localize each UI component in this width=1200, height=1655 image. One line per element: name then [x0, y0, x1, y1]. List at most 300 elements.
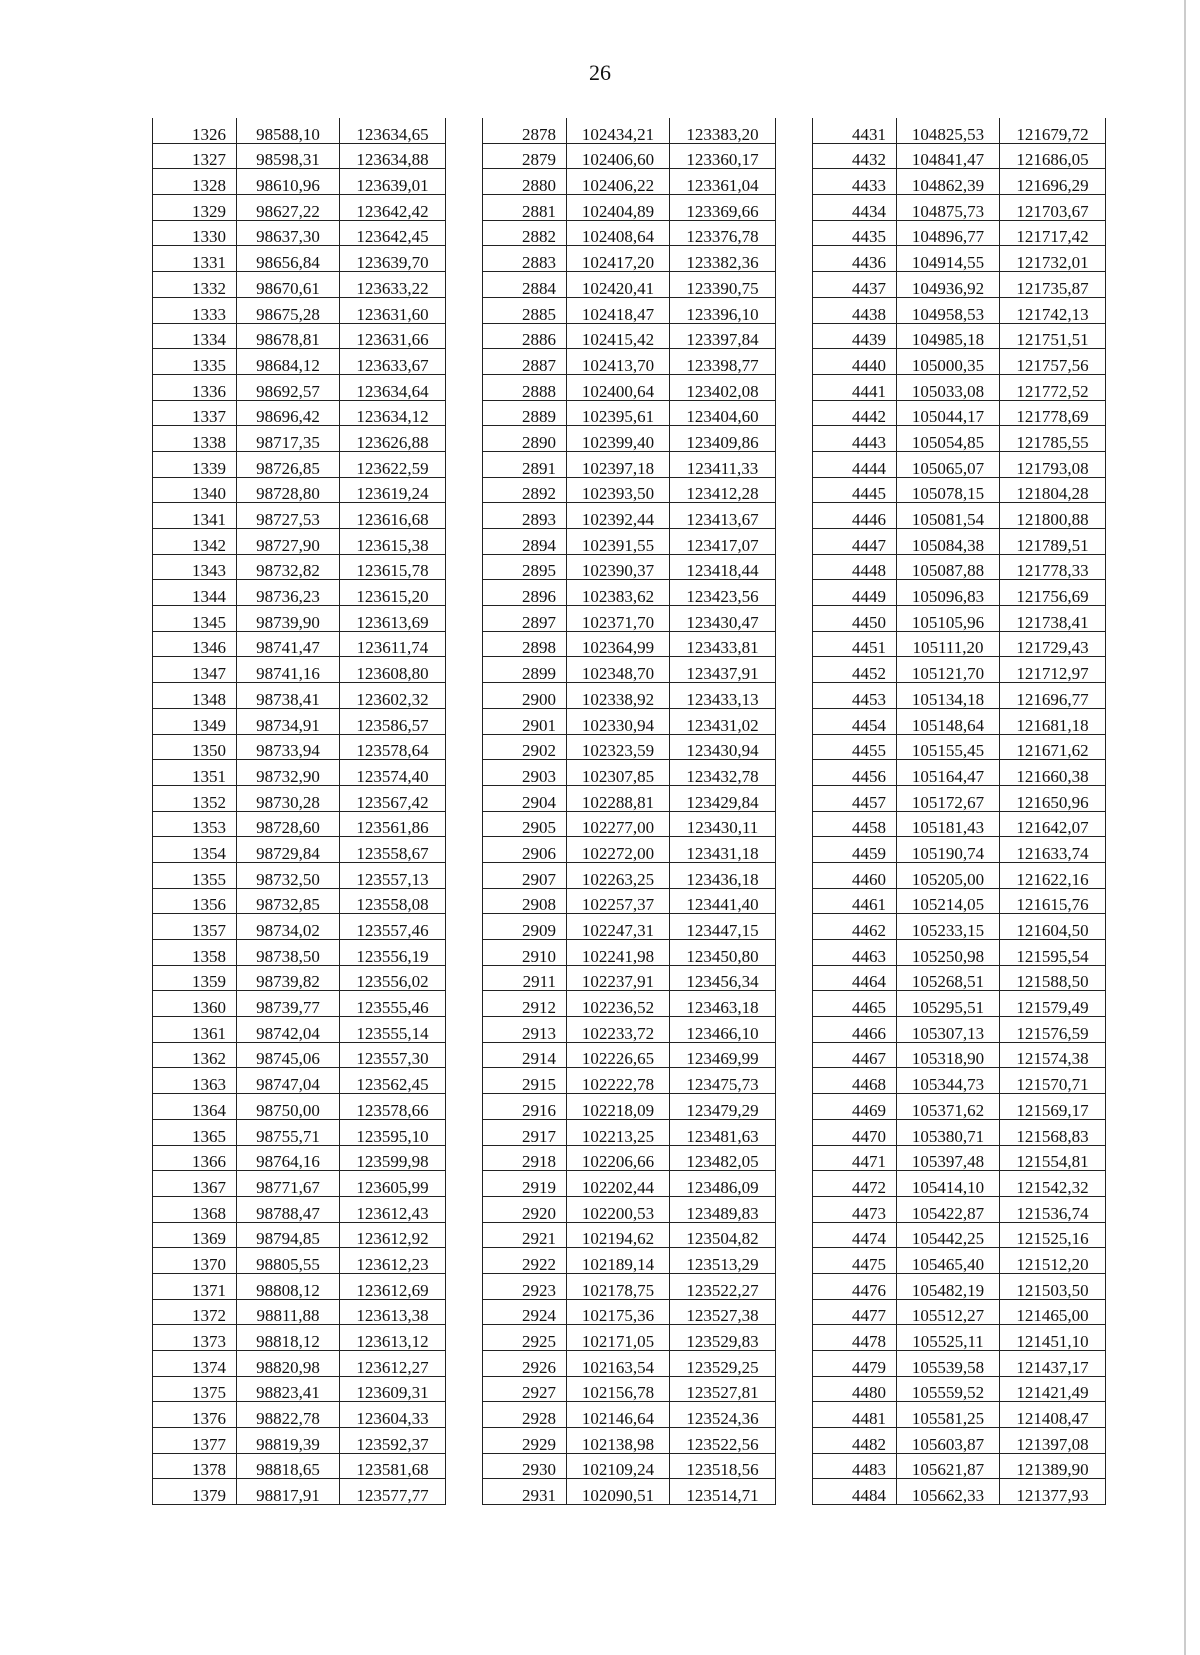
table-row	[483, 683, 776, 709]
point-number-cell: 4448	[813, 554, 897, 580]
point-number-cell: 1349	[153, 708, 237, 734]
table-row	[813, 1428, 1106, 1454]
y-coordinate-cell: 123522,56	[670, 1428, 776, 1454]
table-row	[153, 246, 446, 272]
x-coordinate-cell: 102090,51	[567, 1479, 670, 1505]
y-coordinate-cell: 123634,88	[340, 143, 446, 169]
y-coordinate-cell: 123602,32	[340, 683, 446, 709]
x-coordinate-cell: 105525,11	[897, 1325, 1000, 1351]
x-coordinate-cell: 102406,60	[567, 143, 670, 169]
point-number-cell: 1369	[153, 1222, 237, 1248]
x-coordinate-cell: 98675,28	[237, 297, 340, 323]
point-number-cell: 4478	[813, 1325, 897, 1351]
table-row	[483, 760, 776, 786]
y-coordinate-cell: 123557,30	[340, 1042, 446, 1068]
x-coordinate-cell: 105344,73	[897, 1068, 1000, 1094]
x-coordinate-cell: 98717,35	[237, 426, 340, 452]
y-coordinate-cell: 123482,05	[670, 1145, 776, 1171]
y-coordinate-cell: 121568,83	[1000, 1119, 1106, 1145]
table-row	[813, 1119, 1106, 1145]
y-coordinate-cell: 121579,49	[1000, 991, 1106, 1017]
y-coordinate-cell: 121615,76	[1000, 888, 1106, 914]
x-coordinate-cell: 105512,27	[897, 1299, 1000, 1325]
table-row	[153, 1273, 446, 1299]
table-row	[813, 1222, 1106, 1248]
x-coordinate-cell: 98750,00	[237, 1094, 340, 1120]
table-row	[153, 1453, 446, 1479]
y-coordinate-cell: 123578,64	[340, 734, 446, 760]
point-number-cell: 4463	[813, 940, 897, 966]
x-coordinate-cell: 105539,58	[897, 1351, 1000, 1377]
point-number-cell: 2904	[483, 785, 567, 811]
table-row	[813, 1325, 1106, 1351]
y-coordinate-cell: 121437,17	[1000, 1351, 1106, 1377]
x-coordinate-cell: 98610,96	[237, 169, 340, 195]
x-coordinate-cell: 98734,91	[237, 708, 340, 734]
x-coordinate-cell: 102397,18	[567, 451, 670, 477]
table-row	[483, 888, 776, 914]
x-coordinate-cell: 98738,50	[237, 940, 340, 966]
table-row	[483, 220, 776, 246]
x-coordinate-cell: 104862,39	[897, 169, 1000, 195]
y-coordinate-cell: 123558,67	[340, 837, 446, 863]
point-number-cell: 1357	[153, 914, 237, 940]
y-coordinate-cell: 121778,33	[1000, 554, 1106, 580]
point-number-cell: 2913	[483, 1017, 567, 1043]
table-row	[483, 837, 776, 863]
y-coordinate-cell: 123433,81	[670, 631, 776, 657]
point-number-cell: 1370	[153, 1248, 237, 1274]
x-coordinate-cell: 105033,08	[897, 374, 1000, 400]
table-row	[153, 888, 446, 914]
point-number-cell: 1346	[153, 631, 237, 657]
point-number-cell: 2926	[483, 1351, 567, 1377]
point-number-cell: 2880	[483, 169, 567, 195]
table-row	[813, 606, 1106, 632]
y-coordinate-cell: 123489,83	[670, 1196, 776, 1222]
point-number-cell: 4466	[813, 1017, 897, 1043]
point-number-cell: 1376	[153, 1402, 237, 1428]
x-coordinate-cell: 102415,42	[567, 323, 670, 349]
y-coordinate-cell: 123398,77	[670, 349, 776, 375]
table-row	[153, 940, 446, 966]
y-coordinate-cell: 121738,41	[1000, 606, 1106, 632]
point-number-cell: 1341	[153, 503, 237, 529]
table-row	[483, 1119, 776, 1145]
point-number-cell: 2907	[483, 862, 567, 888]
y-coordinate-cell: 121451,10	[1000, 1325, 1106, 1351]
table-row	[153, 1145, 446, 1171]
point-number-cell: 4444	[813, 451, 897, 477]
x-coordinate-cell: 102194,62	[567, 1222, 670, 1248]
point-number-cell: 1353	[153, 811, 237, 837]
table-row	[483, 400, 776, 426]
table-row	[813, 246, 1106, 272]
table-row	[813, 503, 1106, 529]
table-row	[153, 811, 446, 837]
table-row	[813, 195, 1106, 221]
y-coordinate-cell: 121800,88	[1000, 503, 1106, 529]
x-coordinate-cell: 102323,59	[567, 734, 670, 760]
point-number-cell: 4465	[813, 991, 897, 1017]
y-coordinate-cell: 123608,80	[340, 657, 446, 683]
y-coordinate-cell: 123527,38	[670, 1299, 776, 1325]
point-number-cell: 4455	[813, 734, 897, 760]
y-coordinate-cell: 123612,92	[340, 1222, 446, 1248]
table-row	[483, 169, 776, 195]
table-row	[483, 323, 776, 349]
x-coordinate-cell: 102222,78	[567, 1068, 670, 1094]
point-number-cell: 1348	[153, 683, 237, 709]
x-coordinate-cell: 98729,84	[237, 837, 340, 863]
table-row	[813, 888, 1106, 914]
table-row	[483, 1094, 776, 1120]
y-coordinate-cell: 123561,86	[340, 811, 446, 837]
table-row	[483, 451, 776, 477]
y-coordinate-cell: 123404,60	[670, 400, 776, 426]
point-number-cell: 1343	[153, 554, 237, 580]
y-coordinate-cell: 121679,72	[1000, 118, 1106, 143]
point-number-cell: 4454	[813, 708, 897, 734]
point-number-cell: 4435	[813, 220, 897, 246]
table-row	[153, 297, 446, 323]
y-coordinate-cell: 121642,07	[1000, 811, 1106, 837]
y-coordinate-cell: 123567,42	[340, 785, 446, 811]
x-coordinate-cell: 98745,06	[237, 1042, 340, 1068]
x-coordinate-cell: 105380,71	[897, 1119, 1000, 1145]
table-row	[813, 760, 1106, 786]
x-coordinate-cell: 102418,47	[567, 297, 670, 323]
x-coordinate-cell: 98696,42	[237, 400, 340, 426]
point-number-cell: 2908	[483, 888, 567, 914]
y-coordinate-cell: 121712,97	[1000, 657, 1106, 683]
x-coordinate-cell: 102146,64	[567, 1402, 670, 1428]
table-row	[483, 708, 776, 734]
x-coordinate-cell: 98637,30	[237, 220, 340, 246]
point-number-cell: 2890	[483, 426, 567, 452]
point-number-cell: 1338	[153, 426, 237, 452]
point-number-cell: 2881	[483, 195, 567, 221]
y-coordinate-cell: 123609,31	[340, 1376, 446, 1402]
point-number-cell: 1367	[153, 1171, 237, 1197]
x-coordinate-cell: 98794,85	[237, 1222, 340, 1248]
x-coordinate-cell: 102202,44	[567, 1171, 670, 1197]
point-number-cell: 2930	[483, 1453, 567, 1479]
table-row	[813, 683, 1106, 709]
point-number-cell: 1337	[153, 400, 237, 426]
point-number-cell: 1328	[153, 169, 237, 195]
y-coordinate-cell: 123611,74	[340, 631, 446, 657]
y-coordinate-cell: 123436,18	[670, 862, 776, 888]
table-row	[813, 708, 1106, 734]
x-coordinate-cell: 102178,75	[567, 1273, 670, 1299]
y-coordinate-cell: 121789,51	[1000, 529, 1106, 555]
table-row	[813, 862, 1106, 888]
table-row	[813, 118, 1106, 143]
y-coordinate-cell: 123423,56	[670, 580, 776, 606]
x-coordinate-cell: 98733,94	[237, 734, 340, 760]
point-number-cell: 2910	[483, 940, 567, 966]
point-number-cell: 1332	[153, 272, 237, 298]
point-number-cell: 1374	[153, 1351, 237, 1377]
table-row	[153, 1402, 446, 1428]
y-coordinate-cell: 123633,22	[340, 272, 446, 298]
table-row	[813, 1402, 1106, 1428]
point-number-cell: 4437	[813, 272, 897, 298]
y-coordinate-cell: 123418,44	[670, 554, 776, 580]
x-coordinate-cell: 104841,47	[897, 143, 1000, 169]
point-number-cell: 4431	[813, 118, 897, 143]
table-row	[813, 349, 1106, 375]
point-number-cell: 2902	[483, 734, 567, 760]
x-coordinate-cell: 102338,92	[567, 683, 670, 709]
point-number-cell: 1355	[153, 862, 237, 888]
table-row	[483, 143, 776, 169]
point-number-cell: 4467	[813, 1042, 897, 1068]
table-row	[483, 477, 776, 503]
table-row	[153, 169, 446, 195]
point-number-cell: 2895	[483, 554, 567, 580]
x-coordinate-cell: 98817,91	[237, 1479, 340, 1505]
table-row	[153, 451, 446, 477]
x-coordinate-cell: 102400,64	[567, 374, 670, 400]
table-row	[483, 1453, 776, 1479]
y-coordinate-cell: 121421,49	[1000, 1376, 1106, 1402]
x-coordinate-cell: 105105,96	[897, 606, 1000, 632]
table-row	[813, 272, 1106, 298]
point-number-cell: 4484	[813, 1479, 897, 1505]
x-coordinate-cell: 98736,23	[237, 580, 340, 606]
table-row	[483, 1171, 776, 1197]
point-number-cell: 4462	[813, 914, 897, 940]
x-coordinate-cell: 104914,55	[897, 246, 1000, 272]
point-number-cell: 4464	[813, 965, 897, 991]
point-number-cell: 2924	[483, 1299, 567, 1325]
y-coordinate-cell: 123529,83	[670, 1325, 776, 1351]
y-coordinate-cell: 123615,78	[340, 554, 446, 580]
x-coordinate-cell: 98728,60	[237, 811, 340, 837]
coordinate-table-2	[482, 118, 776, 1505]
table-row	[483, 195, 776, 221]
table-row	[153, 503, 446, 529]
table-row	[153, 785, 446, 811]
point-number-cell: 2903	[483, 760, 567, 786]
y-coordinate-cell: 123513,29	[670, 1248, 776, 1274]
y-coordinate-cell: 123599,98	[340, 1145, 446, 1171]
x-coordinate-cell: 105482,19	[897, 1273, 1000, 1299]
point-number-cell: 2914	[483, 1042, 567, 1068]
table-row	[153, 1325, 446, 1351]
x-coordinate-cell: 105371,62	[897, 1094, 1000, 1120]
x-coordinate-cell: 105155,45	[897, 734, 1000, 760]
x-coordinate-cell: 98741,16	[237, 657, 340, 683]
point-number-cell: 4451	[813, 631, 897, 657]
y-coordinate-cell: 121686,05	[1000, 143, 1106, 169]
table-row	[483, 1222, 776, 1248]
y-coordinate-cell: 123581,68	[340, 1453, 446, 1479]
x-coordinate-cell: 98598,31	[237, 143, 340, 169]
y-coordinate-cell: 121588,50	[1000, 965, 1106, 991]
point-number-cell: 2920	[483, 1196, 567, 1222]
y-coordinate-cell: 121633,74	[1000, 837, 1106, 863]
point-number-cell: 4461	[813, 888, 897, 914]
y-coordinate-cell: 121778,69	[1000, 400, 1106, 426]
table-row	[483, 1248, 776, 1274]
x-coordinate-cell: 102434,21	[567, 118, 670, 143]
y-coordinate-cell: 123633,67	[340, 349, 446, 375]
point-number-cell: 2896	[483, 580, 567, 606]
point-number-cell: 2899	[483, 657, 567, 683]
y-coordinate-cell: 121793,08	[1000, 451, 1106, 477]
point-number-cell: 2878	[483, 118, 567, 143]
x-coordinate-cell: 105233,15	[897, 914, 1000, 940]
x-coordinate-cell: 102272,00	[567, 837, 670, 863]
y-coordinate-cell: 123433,13	[670, 683, 776, 709]
y-coordinate-cell: 121703,67	[1000, 195, 1106, 221]
table-row	[813, 785, 1106, 811]
y-coordinate-cell: 123578,66	[340, 1094, 446, 1120]
x-coordinate-cell: 98822,78	[237, 1402, 340, 1428]
y-coordinate-cell: 121570,71	[1000, 1068, 1106, 1094]
coordinate-table-3	[812, 118, 1106, 1505]
y-coordinate-cell: 121729,43	[1000, 631, 1106, 657]
table-row	[483, 914, 776, 940]
table-row	[813, 220, 1106, 246]
y-coordinate-cell: 123437,91	[670, 657, 776, 683]
table-row	[483, 272, 776, 298]
y-coordinate-cell: 123527,81	[670, 1376, 776, 1402]
x-coordinate-cell: 105172,67	[897, 785, 1000, 811]
x-coordinate-cell: 102206,66	[567, 1145, 670, 1171]
x-coordinate-cell: 98747,04	[237, 1068, 340, 1094]
point-number-cell: 4469	[813, 1094, 897, 1120]
point-number-cell: 4440	[813, 349, 897, 375]
table-row	[813, 657, 1106, 683]
y-coordinate-cell: 121408,47	[1000, 1402, 1106, 1428]
x-coordinate-cell: 105422,87	[897, 1196, 1000, 1222]
point-number-cell: 2898	[483, 631, 567, 657]
table-row	[483, 606, 776, 632]
x-coordinate-cell: 105084,38	[897, 529, 1000, 555]
point-number-cell: 4436	[813, 246, 897, 272]
table-row	[813, 1196, 1106, 1222]
y-coordinate-cell: 123430,47	[670, 606, 776, 632]
table-row	[153, 1171, 446, 1197]
x-coordinate-cell: 105662,33	[897, 1479, 1000, 1505]
point-number-cell: 4468	[813, 1068, 897, 1094]
table-row	[483, 1479, 776, 1505]
y-coordinate-cell: 121536,74	[1000, 1196, 1106, 1222]
y-coordinate-cell: 121554,81	[1000, 1145, 1106, 1171]
point-number-cell: 2906	[483, 837, 567, 863]
y-coordinate-cell: 121465,00	[1000, 1299, 1106, 1325]
table-row	[813, 477, 1106, 503]
y-coordinate-cell: 123429,84	[670, 785, 776, 811]
table-row	[153, 734, 446, 760]
y-coordinate-cell: 121622,16	[1000, 862, 1106, 888]
point-number-cell: 2931	[483, 1479, 567, 1505]
y-coordinate-cell: 123557,13	[340, 862, 446, 888]
y-coordinate-cell: 121650,96	[1000, 785, 1106, 811]
table-row	[483, 554, 776, 580]
point-number-cell: 1363	[153, 1068, 237, 1094]
table-row	[813, 323, 1106, 349]
table-row	[813, 837, 1106, 863]
x-coordinate-cell: 102263,25	[567, 862, 670, 888]
table-row	[153, 862, 446, 888]
x-coordinate-cell: 102390,37	[567, 554, 670, 580]
table-row	[153, 683, 446, 709]
table-row	[483, 1351, 776, 1377]
table-row	[813, 554, 1106, 580]
y-coordinate-cell: 123360,17	[670, 143, 776, 169]
x-coordinate-cell: 102404,89	[567, 195, 670, 221]
table-row	[483, 118, 776, 143]
table-row	[483, 1402, 776, 1428]
x-coordinate-cell: 102307,85	[567, 760, 670, 786]
y-coordinate-cell: 123574,40	[340, 760, 446, 786]
table-row	[483, 1273, 776, 1299]
y-coordinate-cell: 121696,29	[1000, 169, 1106, 195]
table-row	[483, 374, 776, 400]
x-coordinate-cell: 98805,55	[237, 1248, 340, 1274]
table-row	[483, 426, 776, 452]
table-row	[153, 143, 446, 169]
table-row	[813, 451, 1106, 477]
table-row	[153, 1042, 446, 1068]
y-coordinate-cell: 123369,66	[670, 195, 776, 221]
y-coordinate-cell: 121772,52	[1000, 374, 1106, 400]
y-coordinate-cell: 123486,09	[670, 1171, 776, 1197]
table-row	[483, 1325, 776, 1351]
table-row	[153, 631, 446, 657]
x-coordinate-cell: 105044,17	[897, 400, 1000, 426]
y-coordinate-cell: 123555,46	[340, 991, 446, 1017]
x-coordinate-cell: 102138,98	[567, 1428, 670, 1454]
point-number-cell: 2885	[483, 297, 567, 323]
point-number-cell: 4482	[813, 1428, 897, 1454]
x-coordinate-cell: 102189,14	[567, 1248, 670, 1274]
table-row	[153, 374, 446, 400]
y-coordinate-cell: 123631,60	[340, 297, 446, 323]
x-coordinate-cell: 102413,70	[567, 349, 670, 375]
table-row	[153, 1222, 446, 1248]
point-number-cell: 2929	[483, 1428, 567, 1454]
x-coordinate-cell: 104875,73	[897, 195, 1000, 221]
y-coordinate-cell: 123634,65	[340, 118, 446, 143]
y-coordinate-cell: 123447,15	[670, 914, 776, 940]
point-number-cell: 4446	[813, 503, 897, 529]
x-coordinate-cell: 98656,84	[237, 246, 340, 272]
point-number-cell: 4479	[813, 1351, 897, 1377]
table-row	[483, 1196, 776, 1222]
table-row	[153, 323, 446, 349]
x-coordinate-cell: 105190,74	[897, 837, 1000, 863]
point-number-cell: 4477	[813, 1299, 897, 1325]
y-coordinate-cell: 123612,23	[340, 1248, 446, 1274]
point-number-cell: 2887	[483, 349, 567, 375]
x-coordinate-cell: 98771,67	[237, 1171, 340, 1197]
point-number-cell: 4470	[813, 1119, 897, 1145]
x-coordinate-cell: 98819,39	[237, 1428, 340, 1454]
y-coordinate-cell: 121751,51	[1000, 323, 1106, 349]
x-coordinate-cell: 102247,31	[567, 914, 670, 940]
y-coordinate-cell: 121512,20	[1000, 1248, 1106, 1274]
x-coordinate-cell: 105603,87	[897, 1428, 1000, 1454]
x-coordinate-cell: 98739,82	[237, 965, 340, 991]
table-row	[813, 1248, 1106, 1274]
y-coordinate-cell: 123430,11	[670, 811, 776, 837]
